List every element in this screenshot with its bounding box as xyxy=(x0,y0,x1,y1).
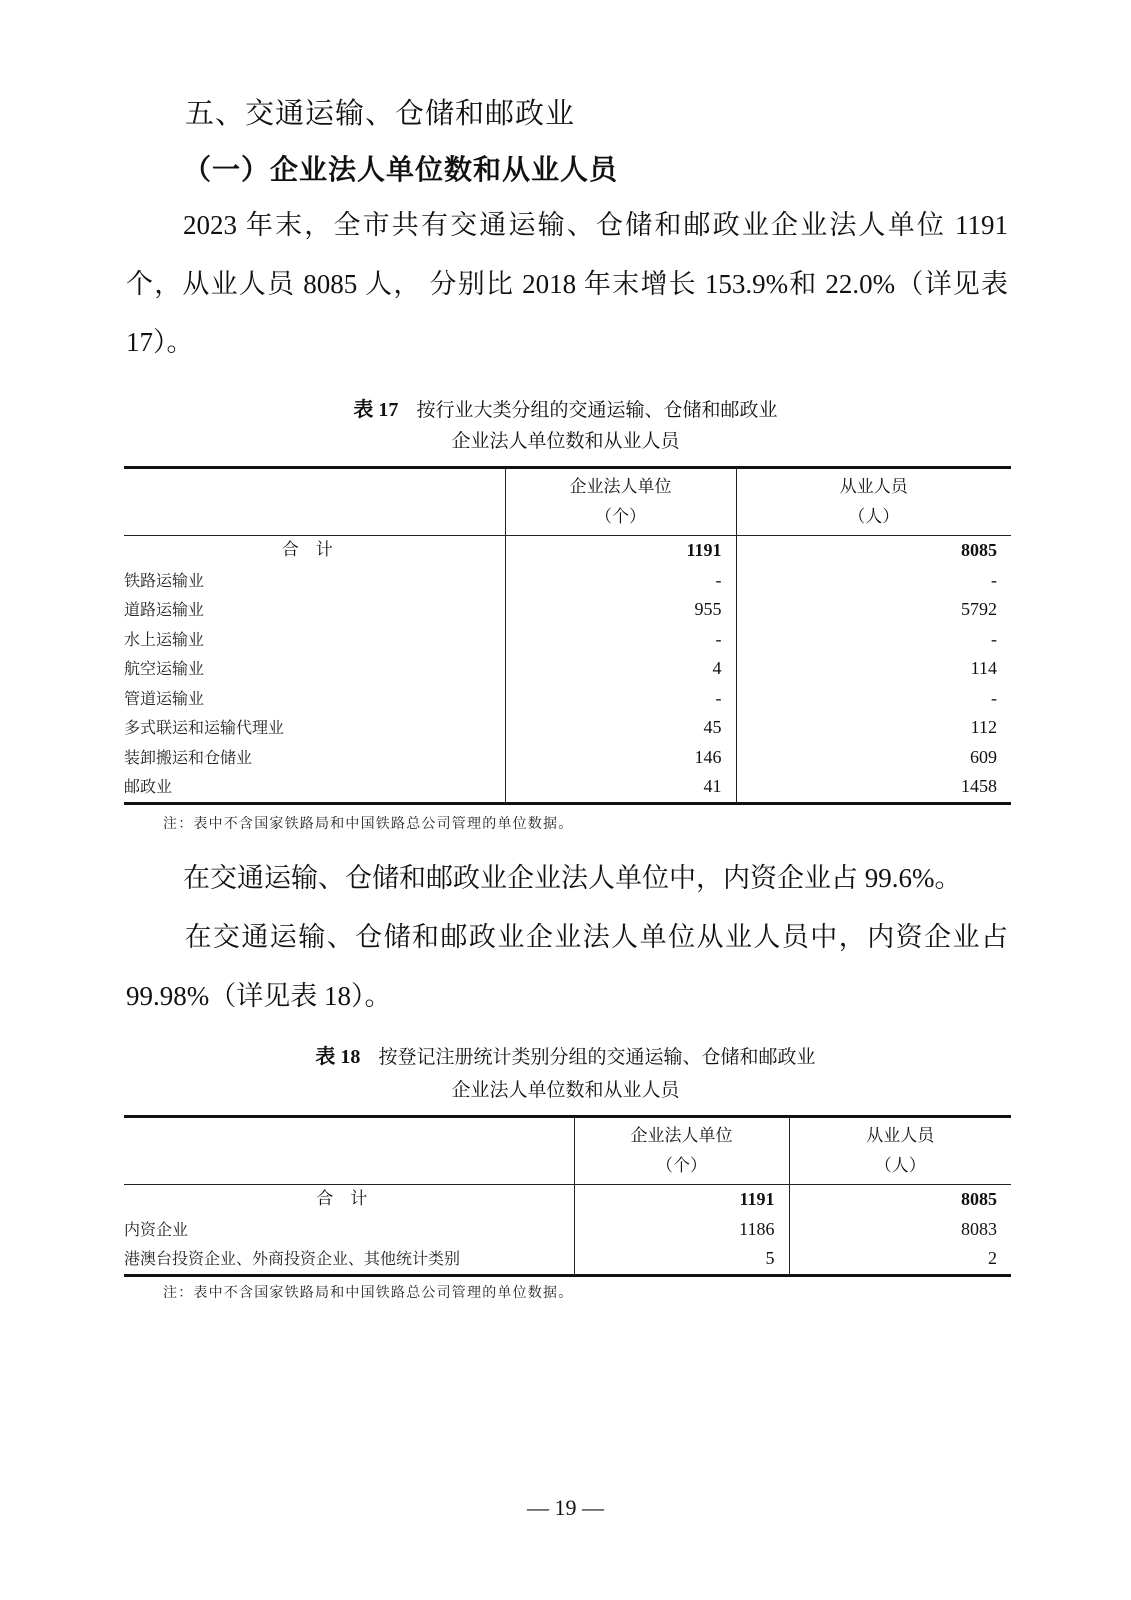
row-employees: 1458 xyxy=(736,772,1011,803)
row-units: 5 xyxy=(574,1244,789,1275)
table17 xyxy=(124,466,1011,805)
row-units: 1191 xyxy=(505,536,736,566)
domestic-employees-text: 在交通运输、仓储和邮政业企业法人单位从业人员中，内资企业占 99.98%（详见表 18）。 xyxy=(126,922,1008,1011)
table17-header-employees: 从业人员 （人） xyxy=(736,468,1011,536)
row-label: 装卸搬运和仓储业 xyxy=(124,747,253,767)
table-row xyxy=(124,625,1011,655)
table-row xyxy=(124,743,1011,773)
row-employees: 2 xyxy=(789,1244,1011,1275)
row-employees: 112 xyxy=(736,713,1011,743)
table17-title-line1 xyxy=(0,394,1131,426)
row-label: 邮政业 xyxy=(124,777,173,796)
table-row xyxy=(124,713,1011,743)
table-row xyxy=(124,566,1011,596)
table17-header-row xyxy=(124,468,1011,536)
intro-paragraph-text: 2023 年末，全市共有交通运输、仓储和邮政业企业法人单位 1191 个，从业人员 8085 人， 分别比 2018 年末增长 153.9%和 22.0%（详见表 17）。 xyxy=(126,210,1008,357)
row-units: 1191 xyxy=(574,1185,789,1215)
row-employees: 8083 xyxy=(789,1215,1011,1245)
row-label: 合 计 xyxy=(316,1189,368,1209)
row-label: 水上运输业 xyxy=(124,629,205,649)
row-label: 合 计 xyxy=(281,540,333,560)
row-label: 多式联运和运输代理业 xyxy=(124,718,285,737)
row-units: 41 xyxy=(505,772,736,803)
table18-total-row xyxy=(124,1185,1011,1215)
table18-header-blank xyxy=(124,1117,574,1185)
row-units: 146 xyxy=(505,743,736,773)
table-row xyxy=(124,1244,1011,1275)
table18-title-line1 xyxy=(0,1041,1131,1073)
row-label: 管道运输业 xyxy=(124,688,205,708)
row-label: 铁路运输业 xyxy=(124,570,205,590)
row-units: 4 xyxy=(505,654,736,684)
table18-note: 注：表中不含国家铁路局和中国铁路总公司管理的单位数据。 xyxy=(163,1285,574,1301)
section-heading: 五、交通运输、仓储和邮政业 xyxy=(185,96,576,130)
table-row xyxy=(124,595,1011,625)
row-units: - xyxy=(505,566,736,596)
table18-title-text: 按登记注册统计类别分组的交通运输、仓储和邮政业 xyxy=(378,1046,816,1068)
row-employees: - xyxy=(736,566,1011,596)
table18-header-units: 企业法人单位 （个） xyxy=(574,1117,789,1185)
row-units: 45 xyxy=(505,713,736,743)
row-label: 航空运输业 xyxy=(124,659,205,678)
table18-header-row xyxy=(124,1117,1011,1185)
row-label: 道路运输业 xyxy=(124,600,205,619)
table-row xyxy=(124,1215,1011,1245)
row-employees: 609 xyxy=(736,743,1011,773)
row-employees: - xyxy=(736,684,1011,714)
row-label: 港澳台投资企业、外商投资企业、其他统计类别 xyxy=(124,1249,461,1268)
table17-number: 表 17 xyxy=(353,399,399,421)
table17-title-text: 按行业大类分组的交通运输、仓储和邮政业 xyxy=(416,399,778,421)
row-employees: 114 xyxy=(736,654,1011,684)
table17-total-row xyxy=(124,536,1011,566)
row-label: 内资企业 xyxy=(124,1219,189,1239)
row-employees: 8085 xyxy=(736,536,1011,566)
domestic-units-paragraph xyxy=(126,849,1008,908)
table-row xyxy=(124,684,1011,714)
table18-header-employees: 从业人员 （人） xyxy=(789,1117,1011,1185)
table17-note: 注：表中不含国家铁路局和中国铁路总公司管理的单位数据。 xyxy=(163,816,574,832)
table-row xyxy=(124,772,1011,803)
page-number: — 19 — xyxy=(527,1495,604,1520)
domestic-employees-paragraph xyxy=(126,908,1008,1025)
row-employees: 8085 xyxy=(789,1185,1011,1215)
table17-title-line2: 企业法人单位数和从业人员 xyxy=(451,430,680,452)
table17-header-blank xyxy=(124,468,505,536)
table-row xyxy=(124,654,1011,684)
subsection-heading: （一）企业法人单位数和从业人员 xyxy=(183,153,619,186)
row-units: 1186 xyxy=(574,1215,789,1245)
row-employees: - xyxy=(736,625,1011,655)
row-units: 955 xyxy=(505,595,736,625)
table18-number: 表 18 xyxy=(315,1046,361,1068)
row-units: - xyxy=(505,625,736,655)
domestic-units-text: 在交通运输、仓储和邮政业企业法人单位中，内资企业占 99.6%。 xyxy=(183,863,962,893)
intro-paragraph xyxy=(126,196,1008,372)
table18 xyxy=(124,1115,1011,1277)
row-units: - xyxy=(505,684,736,714)
table17-header-units: 企业法人单位 （个） xyxy=(505,468,736,536)
table18-title-line2: 企业法人单位数和从业人员 xyxy=(451,1079,680,1101)
row-employees: 5792 xyxy=(736,595,1011,625)
